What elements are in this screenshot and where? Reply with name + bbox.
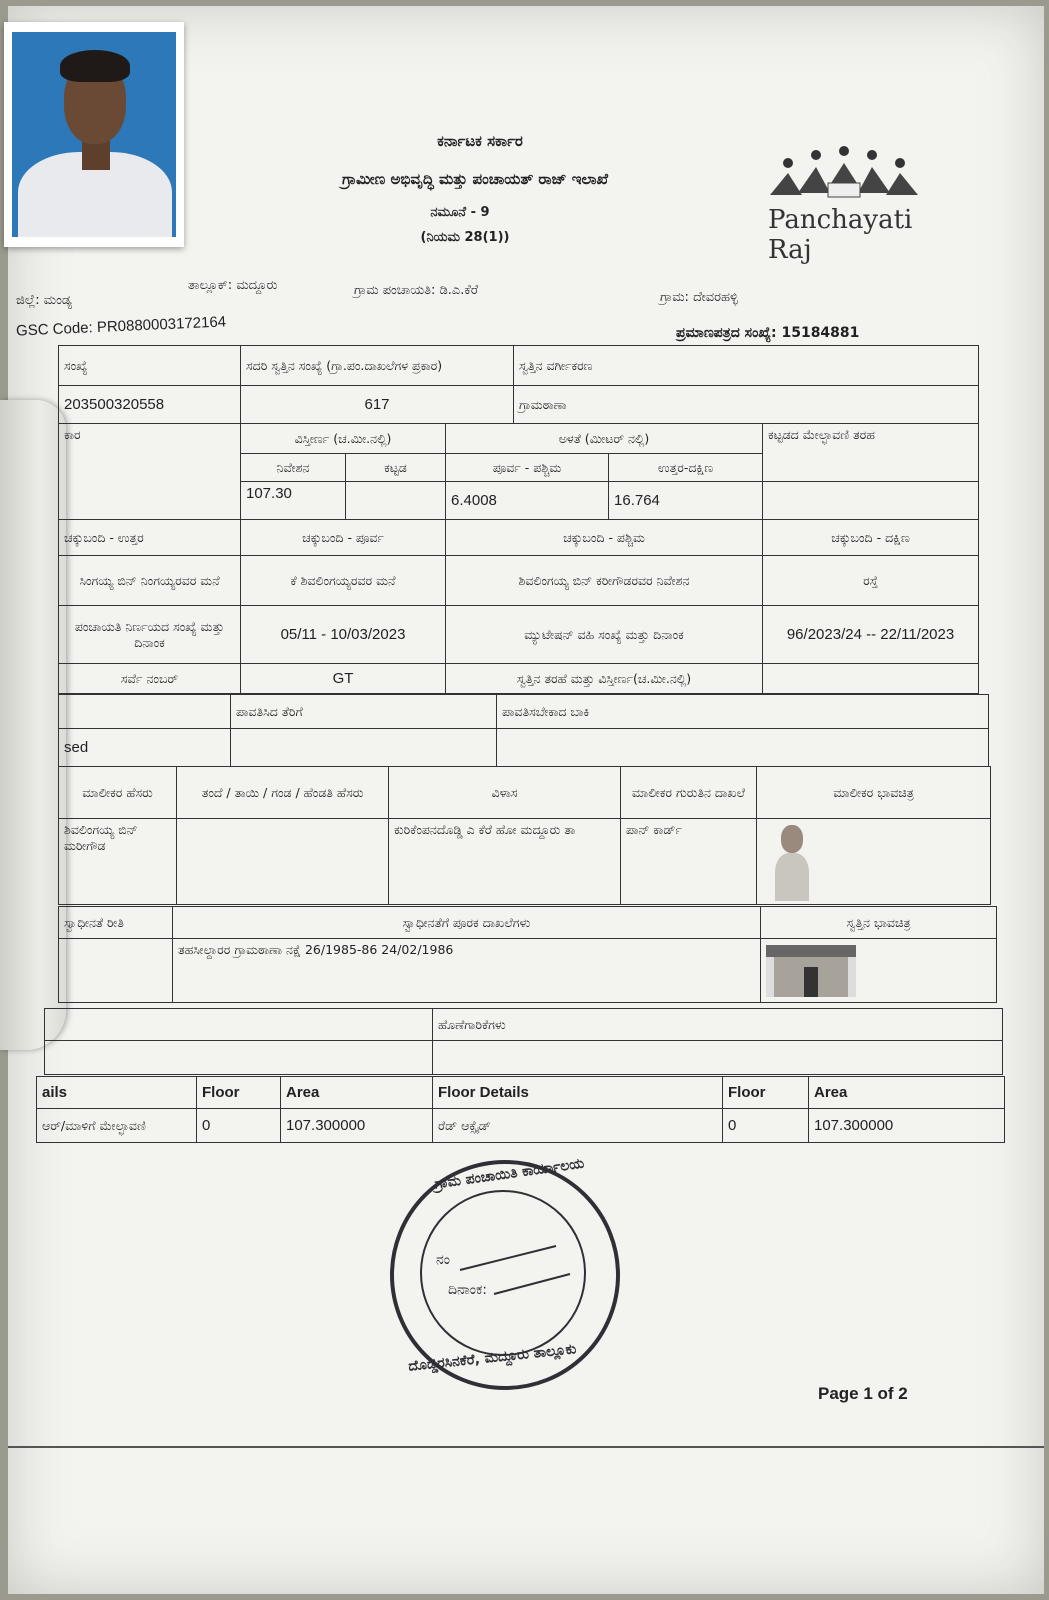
roof-type (763, 482, 979, 520)
village: ಗ್ರಾಮ: ದೇವರಹಳ್ಳಿ (660, 290, 738, 305)
seal-top-text: ಗ್ರಾಮ ಪಂಚಾಯಿತಿ ಕಾರ್ಯಾಲಯ (433, 1155, 586, 1193)
taluk: ತಾಲ್ಲೂಕ್: ಮದ್ದೂರು (188, 278, 278, 293)
owner-passport-photo (4, 22, 184, 247)
liabilities-value (433, 1041, 1003, 1075)
property-number: 617 (241, 386, 514, 424)
south-boundary: ರಸ್ತೆ (763, 556, 979, 606)
people-emblem-icon (768, 145, 938, 205)
property-classification: ಗ್ರಾಮಠಾಣಾ (514, 386, 979, 424)
east-boundary: ಕೆ ಶಿವಲಿಂಗಯ್ಯರವರ ಮನೆ (241, 556, 446, 606)
possession-mode-head: ಸ್ವಾಧೀನತೆ ರೀತಿ (59, 907, 173, 939)
owner-photo-head: ಮಾಲೀಕರ ಭಾವಚಿತ್ರ (757, 767, 991, 819)
property-details-table (58, 345, 979, 694)
rule-number: (ನಿಯಮ 28(1)) (420, 230, 510, 245)
tax-blank (59, 695, 231, 729)
floor-detail-right: ರೆಡ್ ಆಕ್ಸೈಡ್ (433, 1109, 723, 1143)
liabilities-head: ಹೊಣೆಗಾರಿಕೆಗಳು (433, 1009, 1003, 1041)
site-area: 107.30 (241, 482, 346, 520)
possession-mode (59, 939, 173, 1003)
liabilities-table (44, 1008, 1003, 1075)
mutation-head: ಮ್ಯುಟೇಷನ್ ವಹಿ ಸಂಖ್ಯೆ ಮತ್ತು ದಿನಾಂಕ (446, 606, 763, 664)
tax-paid (231, 729, 497, 767)
site-head: ನಿವೇಶನ (241, 454, 346, 482)
panchayati-raj-logo (768, 145, 938, 265)
district: ಜಿಲ್ಲೆ: ಮಂಡ್ಯ (16, 293, 72, 308)
page-edge-line (8, 1446, 1044, 1448)
owner-address: ಕುರಿಕೆಂಪನದೊಡ್ಡಿ ಎ ಕೆರೆ ಹೋ ಮದ್ದೂರು ತಾ (389, 819, 621, 905)
mutation-value: 96/2023/24 -- 22/11/2023 (763, 606, 979, 664)
floor-detail-left: ಆರ್/ಮಾಳಿಗೆ ಮೇಲ್ಛಾವಣಿ (37, 1109, 197, 1143)
east-west-length: 6.4008 (446, 482, 609, 520)
form-number: ನಮೂನೆ - 9 (430, 205, 490, 220)
property-id: 203500320558 (59, 386, 241, 424)
gram-panchayat: ಗ್ರಾಮ ಪಂಚಾಯತಿ: ಡಿ.ಎ.ಕೆರೆ (354, 283, 479, 298)
type-head: ಕಾರ (59, 424, 241, 520)
prop-number-head: ಸದರಿ ಸ್ವತ್ತಿನ ಸಂಖ್ಯೆ (ಗ್ರಾ.ಪಂ.ದಾಖಲೆಗಳ ಪ್ರಕಾರ) (241, 346, 514, 386)
folded-page-edge (0, 400, 66, 1050)
property-photo-head: ಸ್ವತ್ತಿನ ಭಾವಚಿತ್ರ (761, 907, 997, 939)
north-boundary-head: ಚಕ್ಕುಬಂದಿ - ಉತ್ತರ (59, 520, 241, 556)
building-head: ಕಟ್ಟಡ (346, 454, 446, 482)
building-area (346, 482, 446, 520)
panchayat-office-seal (390, 1155, 620, 1390)
resolution-value: 05/11 - 10/03/2023 (241, 606, 446, 664)
type-area-head: ಸ್ವತ್ತಿನ ತರಹೆ ಮತ್ತು ವಿಸ್ತೀರ್ಣ(ಚ.ಮೀ.ನಲ್ಲಿ) (446, 664, 763, 694)
roof-type-head: ಕಟ್ಟಡದ ಮೇಲ್ಛಾವಣಿ ತರಹ (763, 424, 979, 482)
owner-name: ಶಿವಲಿಂಗಯ್ಯ ಬಿನ್ ಮರೀಗೌಡ (59, 819, 177, 905)
owner-photo (757, 819, 991, 905)
owner-id-doc: ಪಾನ್ ಕಾರ್ಡ್ (621, 819, 757, 905)
floor-head-left: Floor (197, 1077, 281, 1109)
dimensions-head: ಅಳತೆ (ಮೀಟರ್ ನಲ್ಲಿ) (446, 424, 763, 454)
west-boundary: ಶಿವಲಿಂಗಯ್ಯ ಬಿನ್ ಕರೀಗೌಡರವರ ನಿವೇಶನ (446, 556, 763, 606)
dept-title: ಗ್ರಾಮೀಣ ಅಭಿವೃದ್ಧಿ ಮತ್ತು ಪಂಚಾಯತ್ ರಾಜ್ ಇಲಾಖೆ (341, 170, 609, 188)
owner-parent-head: ತಂದೆ / ತಾಯಿ / ಗಂಡ / ಹೆಂಡತಿ ಹೆಸರು (177, 767, 389, 819)
floor-left: 0 (197, 1109, 281, 1143)
classification-head: ಸ್ವತ್ತಿನ ವರ್ಗೀಕರಣ (514, 346, 979, 386)
north-boundary: ಸಿಂಗಯ್ಯ ಬಿನ್ ನಿಂಗಯ್ಯರವರ ಮನೆ (59, 556, 241, 606)
owner-parent (177, 819, 389, 905)
tax-table (58, 694, 989, 767)
area-right: 107.300000 (809, 1109, 1005, 1143)
type-area-value (763, 664, 979, 694)
survey-head: ಸರ್ವೆ ನಂಬರ್ (59, 664, 241, 694)
owner-name-head: ಮಾಲೀಕರ ಹೆಸರು (59, 767, 177, 819)
owner-id-head: ಮಾಲೀಕರ ಗುರುತಿನ ದಾಖಲೆ (621, 767, 757, 819)
area-head-right: Area (809, 1077, 1005, 1109)
area-left: 107.300000 (281, 1109, 433, 1143)
west-boundary-head: ಚಕ್ಕುಬಂದಿ - ಪಶ್ಚಿಮ (446, 520, 763, 556)
liabilities-left (45, 1041, 433, 1075)
floor-details-table (36, 1076, 1005, 1143)
seal-date: ದಿನಾಂಕ: (448, 1282, 487, 1298)
property-photo (761, 939, 997, 1003)
resolution-head: ಪಂಚಾಯತಿ ನಿರ್ಣಯದ ಸಂಖ್ಯೆ ಮತ್ತು ದಿನಾಂಕ (59, 606, 241, 664)
floor-head-right: Floor (723, 1077, 809, 1109)
floor-right: 0 (723, 1109, 809, 1143)
floor-details-head-left: ails (37, 1077, 197, 1109)
logo-text: Panchayati Raj (768, 205, 913, 265)
north-south-head: ಉತ್ತರ-ದಕ್ಷಿಣ (609, 454, 763, 482)
gsc-code: GSC Code: PR0880003172164 (15, 313, 227, 340)
east-west-head: ಪೂರ್ವ - ಪಶ್ಚಿಮ (446, 454, 609, 482)
floor-details-head-right: Floor Details (433, 1077, 723, 1109)
tax-due-head: ಪಾವತಿಸಬೇಕಾದ ಬಾಕಿ (497, 695, 989, 729)
tax-paid-head: ಪಾವತಿಸಿದ ತೆರಿಗೆ (231, 695, 497, 729)
area-head: ವಿಸ್ತೀರ್ಣ (ಚ.ಮೀ.ನಲ್ಲಿ) (241, 424, 446, 454)
owner-address-head: ವಿಳಾಸ (389, 767, 621, 819)
tax-due (497, 729, 989, 767)
possession-docs: ತಹಸೀಲ್ದಾರರ ಗ್ರಾಮಠಾಣಾ ನಕ್ಷೆ 26/1985-86 24/02/1986 (173, 939, 761, 1003)
seal-bottom-text: ದೊಡ್ಡರಸಿನಕೆರೆ, ಮದ್ದೂರು ತಾಲ್ಲೂಕು (407, 1341, 578, 1375)
govt-title: ಕರ್ನಾಟಕ ಸರ್ಕಾರ (437, 132, 523, 150)
page-number: Page 1 of 2 (818, 1384, 908, 1403)
owner-table (58, 766, 991, 905)
area-head-left: Area (281, 1077, 433, 1109)
seal-signature-lines (390, 1160, 612, 1382)
owner-thumbnail (775, 823, 809, 901)
survey-value: GT (241, 664, 446, 694)
north-south-length: 16.764 (609, 482, 763, 520)
certificate-number: ಪ್ರಮಾಣಪತ್ರದ ಸಂಖ್ಯೆ: 15184881 (676, 325, 860, 341)
house-thumbnail (766, 945, 856, 997)
liabilities-blank (45, 1009, 433, 1041)
possession-table (58, 906, 997, 1003)
south-boundary-head: ಚಕ್ಕುಬಂದಿ - ದಕ್ಷಿಣ (763, 520, 979, 556)
east-boundary-head: ಚಕ್ಕುಬಂದಿ - ಪೂರ್ವ (241, 520, 446, 556)
prop-id-head: ಸಂಖ್ಯೆ (59, 346, 241, 386)
possession-docs-head: ಸ್ವಾಧೀನತೆಗೆ ಪೂರಕ ದಾಖಲೆಗಳು (173, 907, 761, 939)
seal-no: ನಂ (436, 1252, 450, 1268)
tax-left-label: sed (59, 729, 231, 767)
